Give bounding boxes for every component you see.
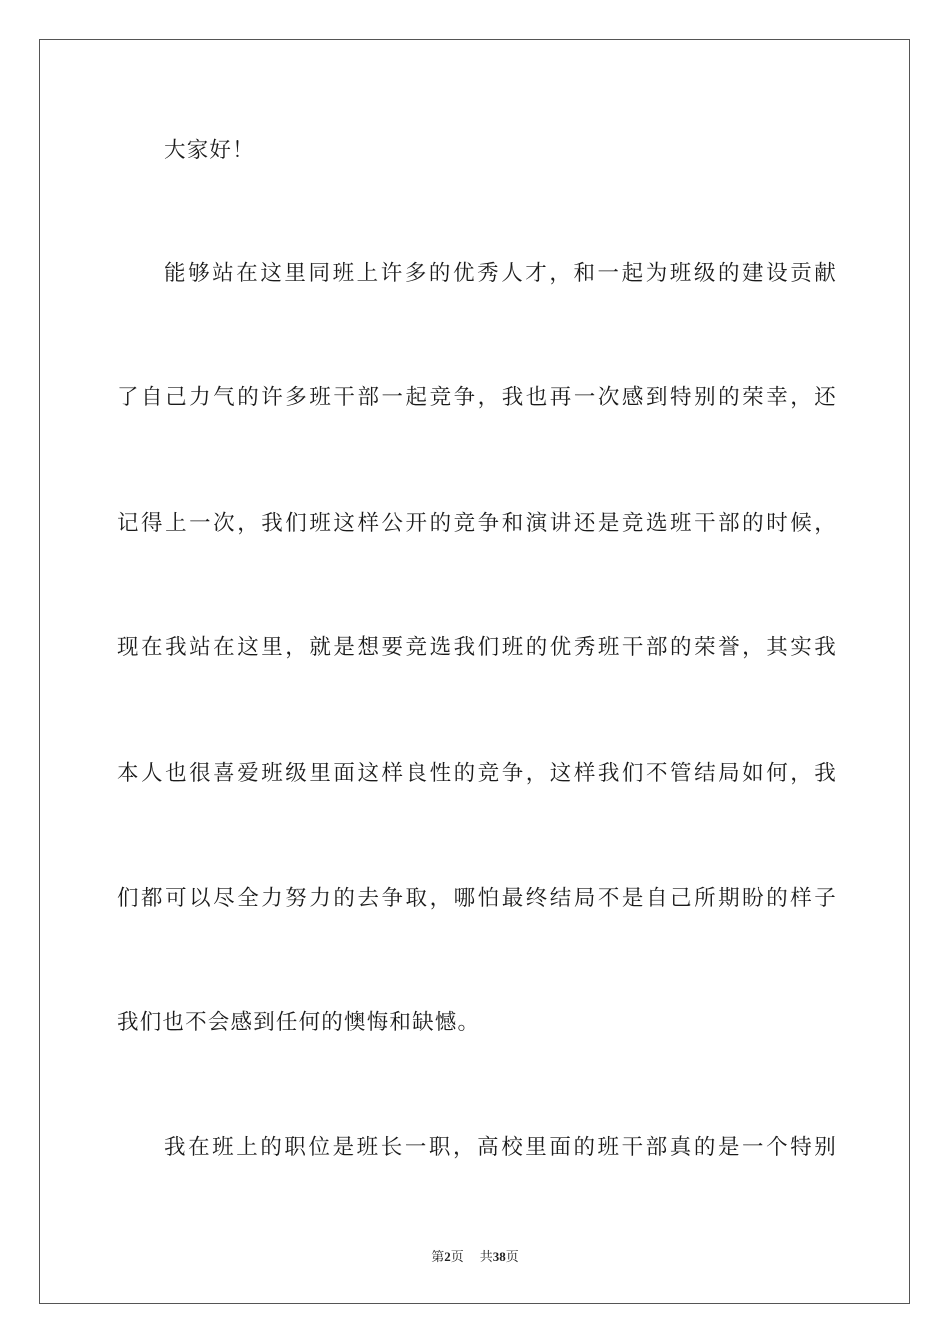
paragraph-1-line-3: 记得上一次，我们班这样公开的竞争和演讲还是竞选班干部的时候， — [117, 511, 837, 536]
total-prefix: 共 — [479, 1250, 493, 1265]
page-prefix: 第 — [431, 1250, 445, 1265]
page-number: 2 — [444, 1249, 451, 1264]
paragraph-1-line-6: 们都可以尽全力努力的去争取，哪怕最终结局不是自己所期盼的样子 — [117, 886, 837, 911]
page-suffix: 页 — [450, 1250, 464, 1265]
total-suffix: 页 — [505, 1250, 519, 1265]
paragraph-1-line-4: 现在我站在这里，就是想要竞选我们班的优秀班干部的荣誉，其实我 — [117, 635, 837, 660]
paragraph-1-line-7: 我们也不会感到任何的懊悔和缺憾。 — [117, 1010, 481, 1035]
paragraph-1-line-2: 了自己力气的许多班干部一起竞争，我也再一次感到特别的荣幸，还 — [117, 385, 837, 410]
page-footer — [0, 1248, 950, 1267]
paragraph-1-line-1: 能够站在这里同班上许多的优秀人才，和一起为班级的建设贡献 — [164, 261, 837, 286]
paragraph-2-line-1: 我在班上的职位是班长一职，高校里面的班干部真的是一个特别 — [164, 1135, 837, 1160]
total-pages: 38 — [492, 1249, 506, 1264]
page-border — [39, 39, 910, 1304]
paragraph-1-line-5: 本人也很喜爱班级里面这样良性的竞争，这样我们不管结局如何，我 — [117, 761, 837, 786]
salutation-line: 大家好！ — [164, 138, 255, 163]
